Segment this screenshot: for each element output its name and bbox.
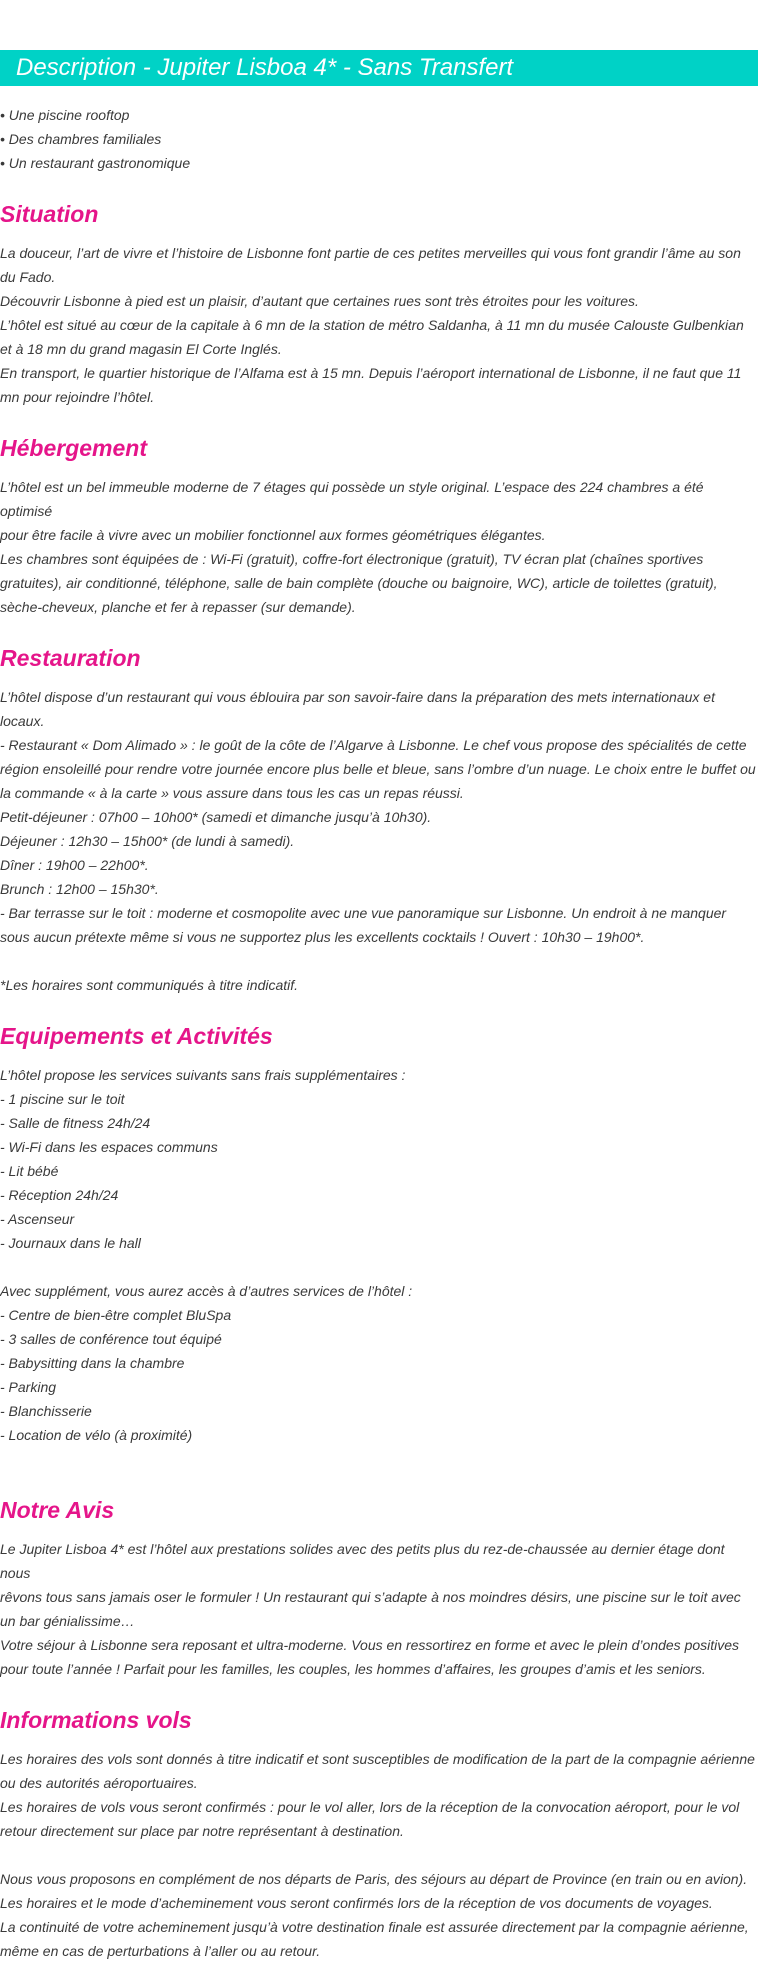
avis-text xyxy=(0,1537,758,1681)
section-title-avis: Notre Avis xyxy=(0,1497,115,1523)
title-banner xyxy=(0,50,758,86)
list-item: - Wi-Fi dans les espaces communs xyxy=(0,1139,218,1155)
text-line: Nous vous proposons en complément de nos départs de Paris, des séjours au départ de Province (en train ou en avion). xyxy=(0,1871,748,1887)
text-line: locaux. xyxy=(0,713,45,729)
list-item: - Location de vélo (à proximité) xyxy=(0,1427,193,1443)
highlight-item: • Une piscine rooftop xyxy=(0,107,130,123)
text-line: pour toute l’année ! Parfait pour les familles, les couples, les hommes d’affaires, les groupes d’amis et les seniors. xyxy=(0,1661,706,1677)
text-line: Les horaires des vols sont donnés à titre indicatif et sont susceptibles de modification de la part de la compagnie aérienne xyxy=(0,1751,755,1767)
restauration-text xyxy=(0,685,758,997)
section-title-hebergement: Hébergement xyxy=(0,435,147,461)
list-item: - Journaux dans le hall xyxy=(0,1235,141,1251)
hebergement-text xyxy=(0,475,758,619)
section-title-restauration: Restauration xyxy=(0,645,141,671)
highlight-item: • Un restaurant gastronomique xyxy=(0,155,191,171)
text-line: ou des autorités aéroportuaires. xyxy=(0,1775,198,1791)
text-line: L’hôtel est un bel immeuble moderne de 7 étages qui possède un style original. L’espace des 224 chambres a été optimisé xyxy=(0,479,704,519)
text-line: la commande « à la carte » vous assure dans tous les cas un repas réussi. xyxy=(0,785,464,801)
equipements-text xyxy=(0,1063,758,1447)
text-line: rêvons tous sans jamais oser le formuler ! Un restaurant qui s’adapte à nos moindres désirs, une piscine sur le toit avec xyxy=(0,1589,741,1605)
text-line: Petit-déjeuner : 07h00 – 10h00* (samedi et dimanche jusqu’à 10h30). xyxy=(0,809,432,825)
section-title-situation: Situation xyxy=(0,201,99,227)
list-item: - Ascenseur xyxy=(0,1211,75,1227)
text-line: Découvrir Lisbonne à pied est un plaisir, d’autant que certaines rues sont très étroites pour les voitures. xyxy=(0,293,639,309)
text-line: La douceur, l’art de vivre et l’histoire de Lisbonne font partie de ces petites merveilles qui vous font grandir l’âme au son xyxy=(0,245,741,261)
list-item: - Centre de bien-être complet BluSpa xyxy=(0,1307,232,1323)
text-line: Les chambres sont équipées de : Wi-Fi (gratuit), coffre-fort électronique (gratuit), TV écran plat (chaînes sportives xyxy=(0,551,704,567)
description-content xyxy=(0,103,758,1963)
text-line: pour être facile à vivre avec un mobilier fonctionnel aux formes géométriques élégantes. xyxy=(0,527,546,543)
text-line: un bar génialissime… xyxy=(0,1613,135,1629)
text-line: En transport, le quartier historique de l’Alfama est à 15 mn. Depuis l’aéroport international de Lisbonne, il ne faut que 11 xyxy=(0,365,742,381)
list-item: - Lit bébé xyxy=(0,1163,59,1179)
list-item: - Babysitting dans la chambre xyxy=(0,1355,185,1371)
text-line: L’hôtel est situé au cœur de la capitale à 6 mn de la station de métro Saldanha, à 11 mn du musée Calouste Gulbenkian xyxy=(0,317,744,333)
text-line: Déjeuner : 12h30 – 15h00* (de lundi à samedi). xyxy=(0,833,295,849)
text-line: sèche-cheveux, planche et fer à repasser (sur demande). xyxy=(0,599,356,615)
list-item: - Parking xyxy=(0,1379,57,1395)
situation-text xyxy=(0,241,758,409)
text-line: L’hôtel dispose d’un restaurant qui vous éblouira par son savoir-faire dans la préparation des mets internationaux et xyxy=(0,689,715,705)
list-item: - Salle de fitness 24h/24 xyxy=(0,1115,151,1131)
list-item: - Réception 24h/24 xyxy=(0,1187,119,1203)
highlights-list xyxy=(0,103,758,175)
text-line: région ensoleillé pour rendre votre journée encore plus belle et bleue, sans l’ombre d’un nuage. Le choix entre le buffet ou xyxy=(0,761,756,777)
text-line: Dîner : 19h00 – 22h00*. xyxy=(0,857,149,873)
text-line: Avec supplément, vous aurez accès à d’autres services de l’hôtel : xyxy=(0,1283,413,1299)
text-line: Votre séjour à Lisbonne sera reposant et ultra-moderne. Vous en ressortirez en forme et avec le plein d’ondes positives xyxy=(0,1637,740,1653)
text-line: mn pour rejoindre l’hôtel. xyxy=(0,389,155,405)
text-line: retour directement sur place par notre représentant à destination. xyxy=(0,1823,404,1839)
text-line: même en cas de perturbations à l’aller ou au retour. xyxy=(0,1943,321,1959)
text-line: gratuites), air conditionné, téléphone, salle de bain complète (douche ou baignoire, WC), article de toilettes (gratuit), xyxy=(0,575,718,591)
text-line: Brunch : 12h00 – 15h30*. xyxy=(0,881,159,897)
text-line: - Bar terrasse sur le toit : moderne et cosmopolite avec une vue panoramique sur Lisbonne. Un endroit à ne manquer xyxy=(0,905,727,921)
text-line: Le Jupiter Lisboa 4* est l’hôtel aux prestations solides avec des petits plus du rez-de-chaussée au dernier étage dont nous xyxy=(0,1541,725,1581)
text-line: - Restaurant « Dom Alimado » : le goût de la côte de l’Algarve à Lisbonne. Le chef vous propose des spécialités de cette xyxy=(0,737,747,753)
text-line: L’hôtel propose les services suivants sans frais supplémentaires : xyxy=(0,1067,406,1083)
section-title-vols: Informations vols xyxy=(0,1707,192,1733)
page-title: Description - Jupiter Lisboa 4* - Sans Transfert xyxy=(16,54,514,81)
section-title-equipements: Equipements et Activités xyxy=(0,1023,273,1049)
highlight-item: • Des chambres familiales xyxy=(0,131,162,147)
list-item: - 1 piscine sur le toit xyxy=(0,1091,125,1107)
hours-note: *Les horaires sont communiqués à titre indicatif. xyxy=(0,977,299,993)
text-line: Les horaires de vols vous seront confirmés : pour le vol aller, lors de la réception de la convocation aéroport, pour le vol xyxy=(0,1799,740,1815)
list-item: - 3 salles de conférence tout équipé xyxy=(0,1331,222,1347)
text-line: sous aucun prétexte même si vous ne supportez plus les excellents cocktails ! Ouvert : 10h30 – 19h00*. xyxy=(0,929,645,945)
text-line: du Fado. xyxy=(0,269,56,285)
list-item: - Blanchisserie xyxy=(0,1403,92,1419)
text-line: Les horaires et le mode d’acheminement vous seront confirmés lors de la réception de vos documents de voyages. xyxy=(0,1895,713,1911)
vols-text xyxy=(0,1747,758,1963)
text-line: et à 18 mn du grand magasin El Corte Inglés. xyxy=(0,341,282,357)
text-line: La continuité de votre acheminement jusqu’à votre destination finale est assurée directement par la compagnie aérienne, xyxy=(0,1919,749,1935)
